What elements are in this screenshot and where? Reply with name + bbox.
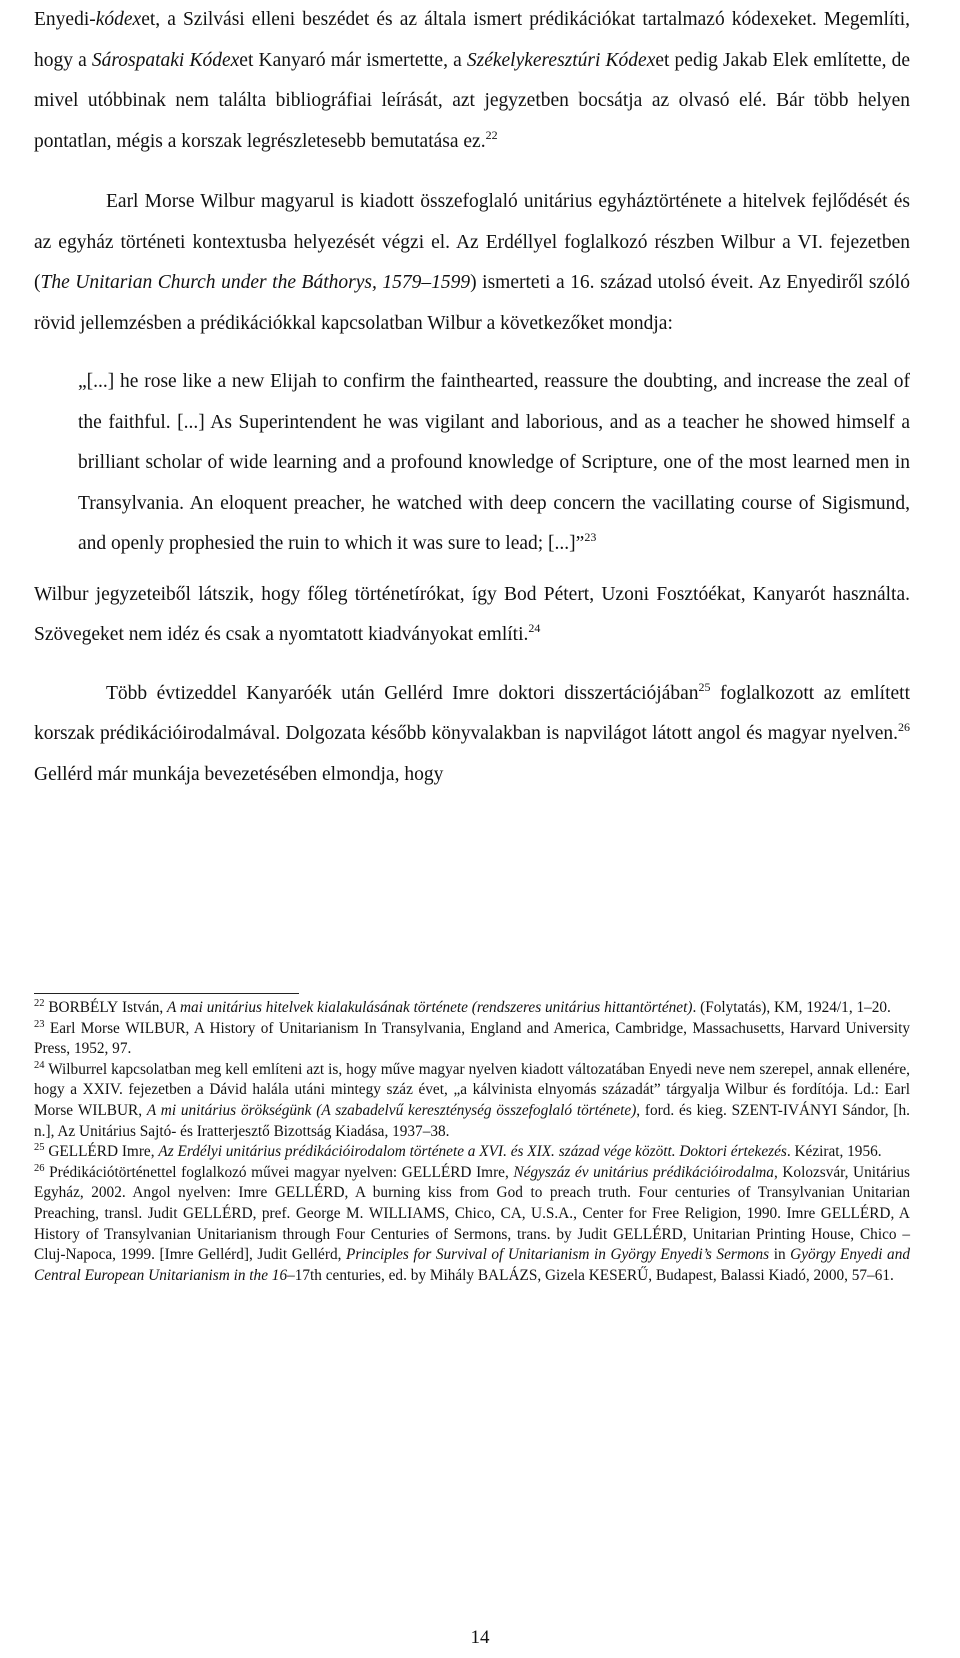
italic-title: Az Erdélyi unitárius prédikációirodalom története a XVI. és XIX. század vége között. Doktori értekezés <box>158 1143 787 1161</box>
text: et Kanyaró már ismertette, a <box>239 49 467 71</box>
italic-title: Principles for Survival of Unitarianism in György Enyedi’s Sermons <box>345 1246 770 1264</box>
footnote-24 <box>34 1060 910 1142</box>
text: Gellérd már munkája bevezetésében elmondja, hogy <box>34 763 444 785</box>
text: foglalkozott az említett korszak prédikációirodalmával. Dolgozata később könyvalakban is napvilágot látott angol és magyar nyelven. <box>34 682 910 744</box>
text: . (Folytatás), KM, 1924/1, 1–20. <box>692 999 891 1016</box>
text: , pref. George M. <box>252 1204 369 1222</box>
text: , Budapest, Balassi Kiadó, 2000, 57–61. <box>648 1266 894 1284</box>
author-name: BORBÉLY <box>48 999 119 1016</box>
text: , A History of Transylvanian Unitarianism through Four Centuries of Sermons, trans. by Judit <box>34 1204 910 1243</box>
author-name: GELLÉRD <box>48 1143 119 1161</box>
page-number: 14 <box>470 1627 490 1648</box>
footnote-ref-26[interactable]: 26 <box>898 720 910 734</box>
footnote-number: 25 <box>34 1142 45 1154</box>
text: et pedig Jakab Elek említette, de mivel utóbbinak nem találta bibliográfiai leírását, azt jegyzetben bocsátja az olvasó elé. Bár több helyen pontatlan, mégis a korszak legrészletesebb bemutatása ez. <box>34 49 911 152</box>
footnote-23 <box>34 1019 910 1060</box>
text: , <box>138 1101 147 1119</box>
footnote-ref-22[interactable]: 22 <box>485 127 498 142</box>
text: . Kézirat, 1956. <box>786 1143 882 1161</box>
footnote-22 <box>34 998 910 1019</box>
text: 17th centuries, ed. by Mihály <box>294 1266 478 1284</box>
italic-text: Sárospataki Kódex <box>91 49 240 71</box>
footnote-25 <box>34 1142 910 1163</box>
author-name: BALÁZS <box>477 1266 538 1284</box>
footnote-number: 24 <box>34 1059 45 1071</box>
footnote-divider <box>34 993 299 994</box>
author-name: GELLÉRD <box>613 1225 683 1243</box>
italic-title: A mi unitárius örökségünk (A szabadelvű kereszténység összefoglaló története) <box>146 1101 637 1119</box>
text: , Chico, CA, U.S.A., Center for Free Religion, 1990. Imre <box>445 1204 821 1222</box>
text: , Gizela <box>537 1266 589 1284</box>
footnote-number: 22 <box>34 998 45 1009</box>
text: et, a Szilvási elleni beszédet és az általa ismert prédikációkat tartalmazó kódexeket. Megemlíti, hogy a <box>34 9 910 71</box>
italic-text: The Unitarian Church under the Báthorys, 1579–1599 <box>40 272 471 293</box>
text: , A History of Unitarianism In Transylvania, England and America, Cambridge, Massachusetts, Harvard University Press, 1952, 97. <box>34 1019 910 1058</box>
paragraph-3 <box>34 575 910 656</box>
italic-title: Négyszáz év unitárius prédikációirodalma <box>513 1163 774 1181</box>
text: , Kolozsvár, Unitárius Egyház, 2002. Angol nyelven: Imre <box>34 1163 910 1202</box>
author-name: GELLÉRD <box>401 1163 472 1181</box>
author-name: GELLÉRD <box>182 1204 253 1222</box>
footnote-ref-25[interactable]: 25 <box>698 679 711 694</box>
text: Sándor, [h. n.], Az Unitárius Sajtó- és Iratterjesztő Bizottság Kiadása, 1937–38. <box>34 1101 910 1140</box>
author-name: KESERŰ <box>588 1266 649 1284</box>
text: ) ismerteti a 16. század utolsó éveit. Az Enyediről szóló rövid jellemzésben a prédikációkkal kapcsolatban Wilbur a következőket mondja: <box>34 272 910 334</box>
italic-text: kódex <box>95 9 142 30</box>
quote-text: „[...] he rose like a new Elijah to confirm the fainthearted, reassure the doubting, and increase the zeal of the faithful. [...] As Superintendent he was vigilant and laborious, and as a teacher he showed himself a brilliant scholar of wide learning and a profound knowledge of Scripture, one of the most learned men in Transylvania. An eloquent preacher, he watched with deep concern the vacillating course of Sigismund, and openly prophesied the ruin to which it was sure to lead; [...]” <box>78 371 910 554</box>
text: István, <box>118 999 168 1016</box>
footnote-ref-23[interactable]: 23 <box>584 530 597 544</box>
text: , ford. és kieg. <box>636 1101 732 1119</box>
text: Wilburrel kapcsolatban meg kell említeni azt is, hogy műve magyar nyelven kiadott változatában Enyedi neve nem szerepel, annak ellenére, hogy a XXIV. fejezetben a Dávid halála utáni mintegy száz évet, „a kálvinista elnyomás századát” tárgyalja Wilbur és fordítója. Ld.: Earl Morse <box>34 1060 910 1119</box>
italic-title: A mai unitárius hitelvek kialakulásának története (rendszeres unitárius hittantörténet) <box>167 999 693 1016</box>
italic-title: György Enyedi and Central European Unitarianism in the 16– <box>34 1246 911 1284</box>
author-name: WILLIAMS <box>368 1204 446 1222</box>
text: Wilbur jegyzeteiből látszik, hogy főleg történetírókat, így Bod Pétert, Uzoni Fosztóékat, Kanyarót használta. Szövegeket nem idéz és csak a nyomtatott kiadványokat említi. <box>34 583 910 645</box>
text: Earl Morse <box>49 1019 126 1037</box>
author-name: GELLÉRD <box>820 1204 891 1222</box>
text: Imre, <box>118 1143 159 1161</box>
footnote-26 <box>34 1163 910 1287</box>
paragraph-1 <box>34 0 910 162</box>
text: in <box>769 1246 791 1264</box>
text: Earl Morse Wilbur magyarul is kiadott összefoglaló unitárius egyháztörténete a hitelvek fejlődését és az egyház történeti kontextusba helyezését végzi el. Az Erdéllyel foglalkozó részben Wilbur a VI. fejezetben ( <box>34 191 910 293</box>
italic-text: Székelykeresztúri Kódex <box>466 49 656 71</box>
footnote-ref-24[interactable]: 24 <box>528 621 541 635</box>
paragraph-2 <box>34 182 910 344</box>
author-name: WILBUR <box>77 1101 139 1119</box>
paragraph-4 <box>34 674 910 796</box>
text: , A burning kiss from God to preach truth. Four centuries of Transylvanian Unitarian Preaching, transl. Judit <box>34 1184 910 1222</box>
page-body <box>34 0 910 795</box>
footnote-number: 23 <box>34 1018 45 1030</box>
author-name: GELLÉRD <box>274 1184 345 1202</box>
text: Imre, <box>471 1163 514 1181</box>
footnote-number: 26 <box>34 1162 45 1174</box>
author-name: SZENT-IVÁNYI <box>731 1101 838 1119</box>
text: Enyedi- <box>34 9 96 30</box>
text: Prédikációtörténettel foglalkozó művei magyar nyelven: <box>49 1163 402 1181</box>
text: , Unitarian Printing House, Chico – Cluj-Napoca, 1999. [Imre Gellérd], Judit Gellérd, <box>34 1225 911 1264</box>
footnotes <box>34 998 910 1286</box>
block-quote <box>78 362 910 565</box>
text: Több évtizeddel Kanyaróék után Gellérd Imre doktori disszertációjában <box>106 682 699 704</box>
author-name: WILBUR <box>125 1019 186 1037</box>
